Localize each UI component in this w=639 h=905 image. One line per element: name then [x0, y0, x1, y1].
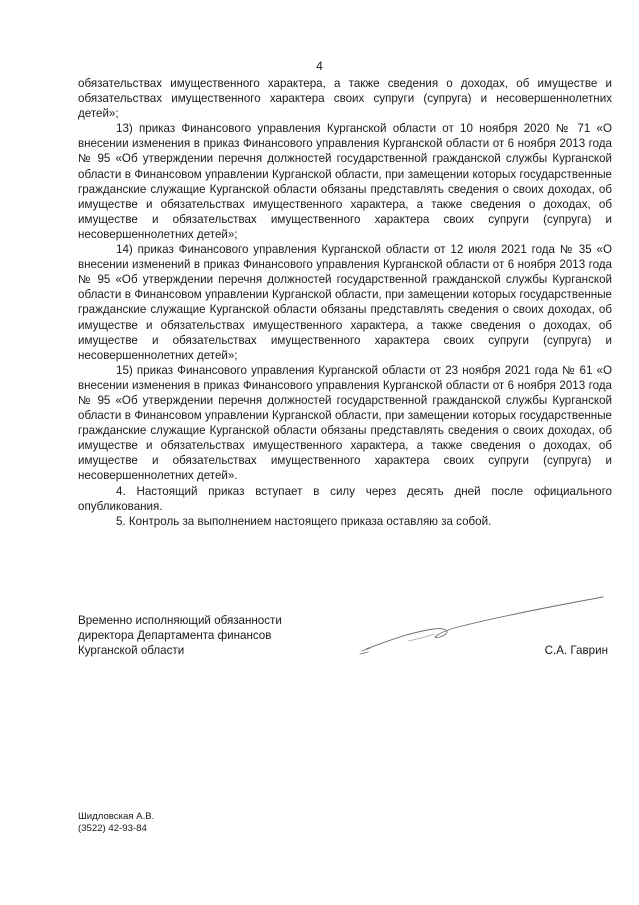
contact-info [78, 811, 154, 835]
executor-phone: (3522) 42-93-84 [78, 823, 147, 834]
paragraph: 14) приказ Финансового управления Курганской области от 12 июля 2021 года № 35 «О внесении изменений в приказ Финансового управления Курганской области от 6 ноября 2013 года № 95 «Об утверждении перечня должностей государственной гражданской службы Курганской области в Финансовом управлении Курганской области, при замещении которых государственные гражданские служащие Курганской области обязаны представлять сведения о своих доходах, об имуществе и обязательствах имущественного характера, а также сведения о доходах, об имуществе и обязательствах имущественного характера своих супруги (супруга) и несовершеннолетних детей»; [78, 243, 612, 362]
paragraph: 5. Контроль за выполнением настоящего приказа оставляю за собой. [116, 514, 492, 528]
signer-name: С.А. Гаврин [544, 644, 608, 657]
paragraph: 13) приказ Финансового управления Курганской области от 10 ноября 2020 № 71 «О внесении изменения в приказ Финансового управления Курганской области от 6 ноября 2013 года № 95 «Об утверждении перечня должностей государственной гражданской службы Курганской области в Финансовом управлении Курганской области, при замещении которых государственные гражданские служащие Курганской области обязаны представлять сведения о своих доходах, об имуществе и обязательствах имущественного характера, а также сведения о доходах, об имуществе и обязательствах имущественного характера своих супруги (супруга) и несовершеннолетних детей»; [78, 122, 612, 241]
executor-name: Шидловская А.В. [78, 811, 155, 822]
paragraph: 15) приказ Финансового управления Курганской области от 23 ноября 2021 года № 61 «О внесении изменения в приказ Финансового управления Курганской области от 6 ноября 2013 года № 95 «Об утверждении перечня должностей государственной гражданской службы Курганской области в Финансовом управлении Курганской области, при замещении которых государственные гражданские служащие Курганской области обязаны представлять сведения о своих доходах, об имуществе и обязательствах имущественного характера, а также сведения о доходах, об имуществе и обязательствах имущественного характера своих супруги (супруга) и несовершеннолетних детей». [78, 363, 612, 483]
signer-title-line: Курганской области [78, 644, 185, 658]
signer-title-line: Временно исполняющий обязанности [78, 614, 282, 627]
paragraph: обязательствах имущественного характера, а также сведения о доходах, об имуществе и обязательствах имущественного характера своих супруги (супруга) и несовершеннолетних детей»; [78, 77, 612, 121]
signer-title-line: директора Департамента финансов [78, 629, 272, 643]
signer-title [78, 613, 282, 658]
signature-block [78, 613, 612, 661]
page-number: 4 [316, 59, 323, 73]
paragraph: 4. Настоящий приказ вступает в силу через десять дней после официального опубликования. [78, 484, 612, 513]
document-body [78, 76, 612, 529]
